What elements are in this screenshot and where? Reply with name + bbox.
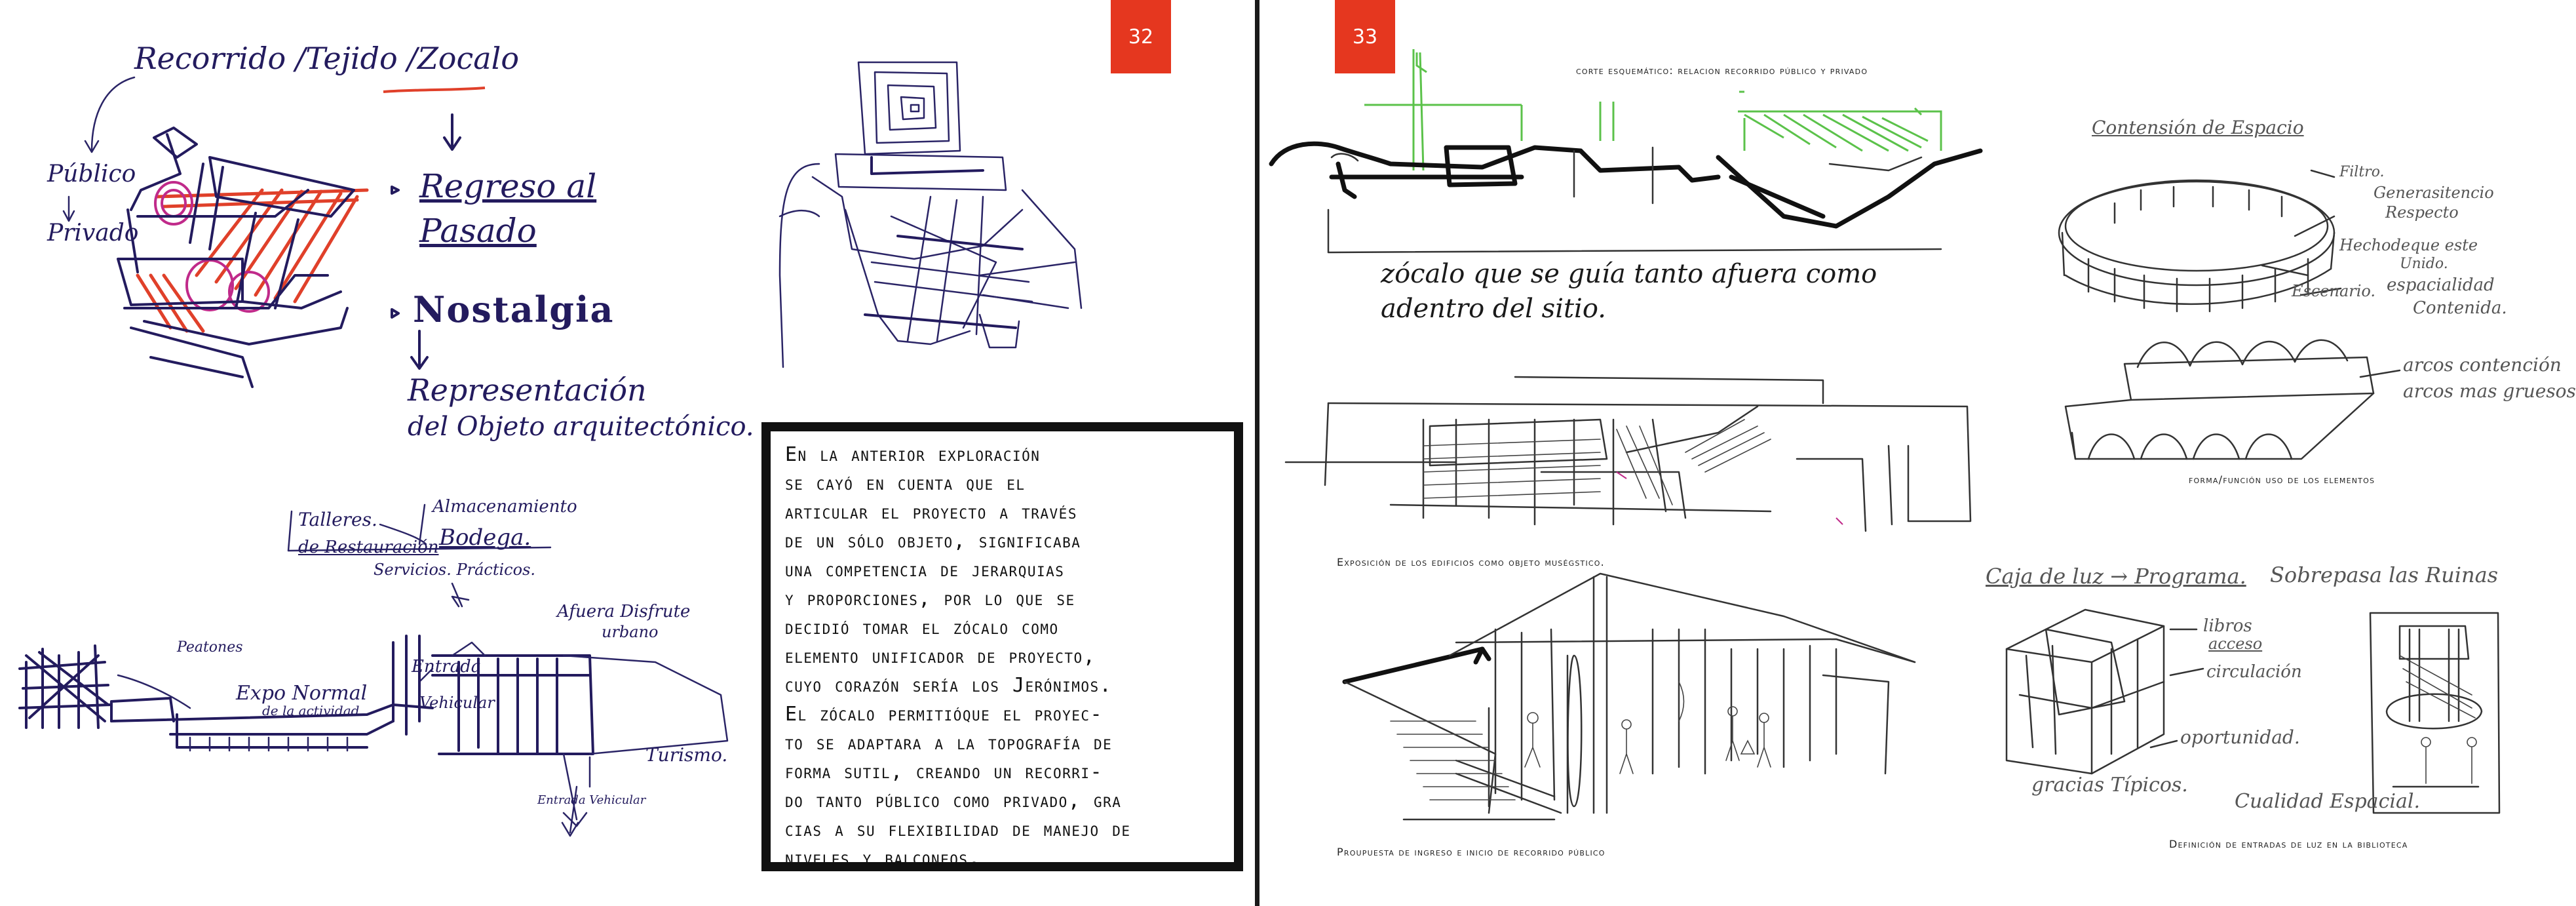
- book-spine: [1255, 0, 1259, 906]
- note-entrada-vehicular: Entrada Vehicular: [537, 793, 646, 807]
- note-talleres: Talleres.: [298, 509, 377, 530]
- note-bodega: Bodega.: [439, 524, 531, 551]
- note-urbano: urbano: [602, 623, 659, 641]
- note-regreso-1: Regreso al Pasado: [419, 167, 597, 250]
- exploration-text-box: [761, 422, 1243, 871]
- note-servicios: Servicios. Prácticos.: [374, 561, 536, 579]
- note-generasitencio: Generasitencio: [2374, 184, 2494, 202]
- note-arcos-2: arcos mas gruesos: [2403, 380, 2576, 402]
- text-line: elemento unificador de proyecto,: [785, 645, 1096, 668]
- note-escenario: Escenario.: [2292, 282, 2376, 300]
- note-almacenamiento: Almacenamiento: [433, 497, 577, 517]
- caption-forma: forma/función uso de los elementos: [2189, 473, 2375, 486]
- page-number-right: 33: [1335, 0, 1395, 73]
- note-publico: Público: [47, 161, 136, 187]
- left-page: [0, 0, 1255, 906]
- caption-exposicion: Exposición de los edificios como objeto muségstico.: [1337, 556, 1605, 568]
- text-line: El zócalo permitióque el proyec-: [785, 703, 1104, 726]
- note-de-la-actividad: de la actividad: [262, 703, 360, 719]
- note-gracias: gracias Típicos.: [2031, 774, 2188, 797]
- note-title: Recorrido /Tejido /Zocalo: [134, 41, 520, 76]
- text-line: cias a su flexibilidad de manejo de: [785, 818, 1131, 841]
- note-libros: libros: [2203, 616, 2252, 636]
- note-filtro: Filtro.: [2339, 164, 2385, 180]
- text-line: do tanto público como privado, gra: [785, 789, 1122, 812]
- caption-corte: corte esquemático: relacion recorrido público y privado: [1576, 64, 1868, 77]
- text-line: En la anterior exploración: [785, 443, 1041, 466]
- note-entrada: Entrada: [412, 657, 482, 677]
- note-espacialidad: espacialidad: [2387, 275, 2495, 295]
- note-restauracion: de Restauración: [298, 538, 439, 557]
- note-representacion-2: del Objeto arquitectónico.: [408, 412, 754, 442]
- right-page: [1259, 0, 2576, 906]
- text-line: cuyo corazón sería los Jerónimos.: [785, 674, 1113, 697]
- text-line: articular el proyecto a través: [785, 501, 1077, 524]
- note-afuera: Afuera Disfrute: [557, 602, 691, 621]
- note-cualidad: Cualidad Espacial.: [2235, 790, 2420, 813]
- note-caja-luz: Caja de luz → Programa.: [1986, 564, 2246, 589]
- text-line: una competencia de jerarquias: [785, 559, 1065, 581]
- text-line: y proporciones, por lo que se: [785, 587, 1075, 610]
- caja-luz-sketch: [1259, 0, 2516, 906]
- caption-definicion: Definición de entradas de luz en la biblioteca: [2169, 838, 2408, 850]
- caption-propuesta: Proupuesta de ingreso e inicio de recorrido público: [1337, 846, 1605, 858]
- text-line: decidió tomar el zócalo como: [785, 616, 1059, 639]
- text-line: to se adaptara a la topografía de: [785, 732, 1113, 755]
- note-nostalgia: Nostalgia: [413, 288, 615, 330]
- note-oportunidad: oportunidad.: [2180, 726, 2300, 748]
- note-expo-normal: Expo Normal: [236, 682, 368, 705]
- note-representacion-1: Representación: [408, 372, 647, 408]
- note-vehicular: Vehicular: [419, 694, 495, 712]
- page-number-left: 32: [1111, 0, 1171, 73]
- note-privado: Privado: [47, 220, 139, 246]
- note-hechodeque: Hechodeque este: [2339, 236, 2478, 254]
- note-respecto: Respecto: [2385, 203, 2459, 222]
- note-arcos-1: arcos contención: [2403, 354, 2562, 376]
- note-circulacion: circulación: [2206, 662, 2302, 682]
- note-zocalo-2: adentro del sitio.: [1381, 294, 1606, 324]
- note-sobrepasa: Sobrepasa las Ruinas: [2270, 562, 2499, 587]
- note-contenida: Contenida.: [2413, 298, 2507, 318]
- note-acceso: acceso: [2208, 635, 2263, 653]
- note-peatones: Peatones: [177, 639, 243, 656]
- text-line: se cayó en cuenta que el: [785, 472, 1026, 495]
- note-unido: Unido.: [2400, 256, 2448, 272]
- text-line: niveles y balconeos.: [785, 847, 982, 870]
- note-contension: Contensión de Espacio: [2092, 117, 2304, 138]
- note-turismo: Turismo.: [645, 744, 728, 766]
- text-line: de un sólo objeto, significaba: [785, 530, 1081, 553]
- text-line: forma sutil, creando un recorri-: [785, 760, 1104, 783]
- note-zocalo-1: zócalo que se guía tanto afuera como: [1381, 259, 1877, 289]
